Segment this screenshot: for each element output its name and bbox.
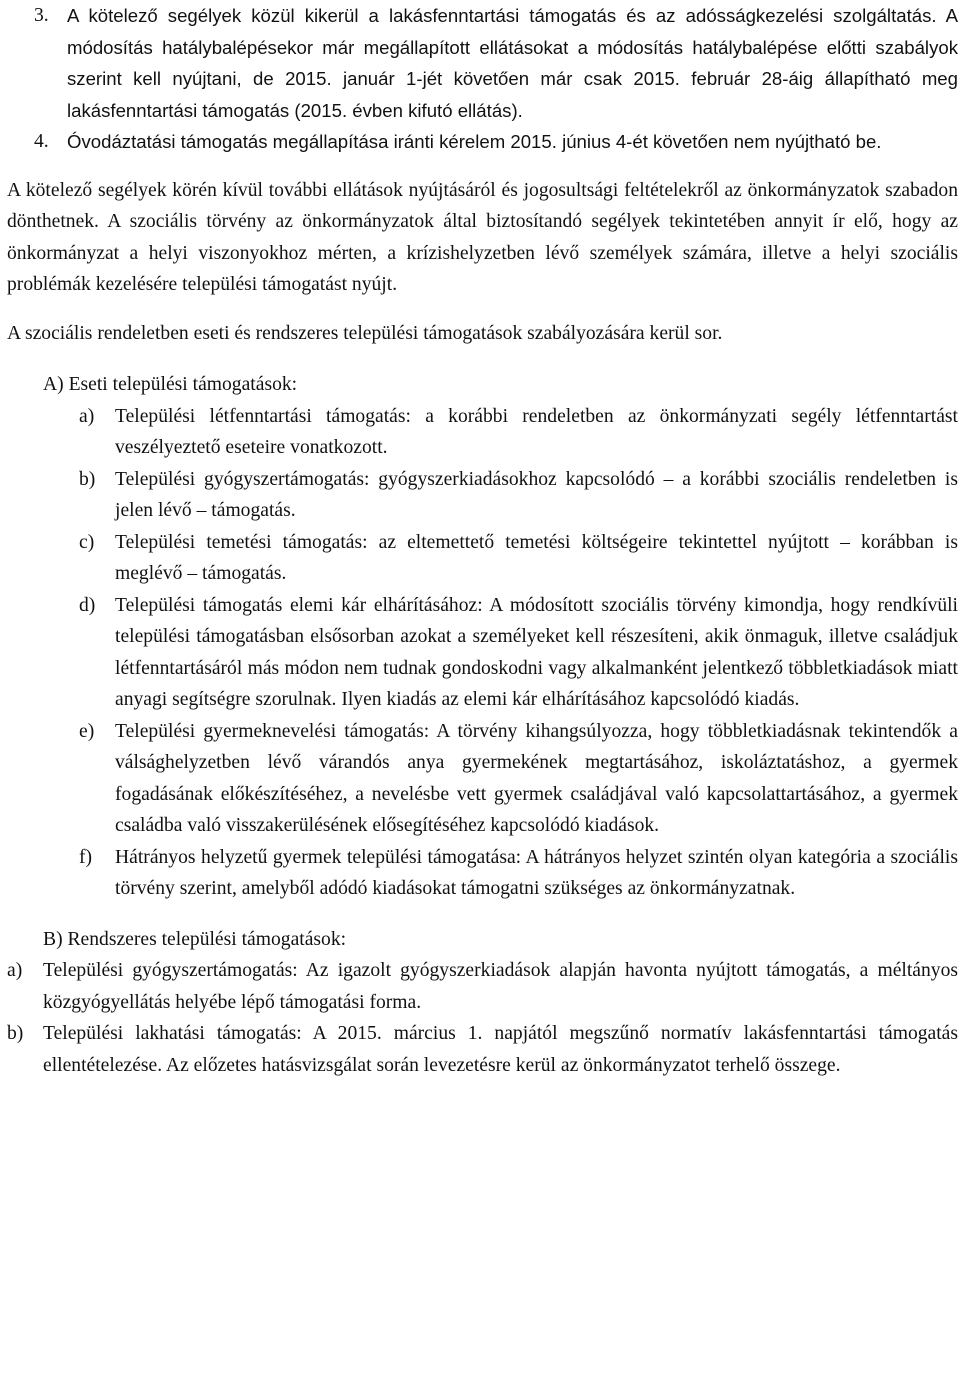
list-item-text: Települési gyógyszertámogatás: gyógyszerkiadásokhoz kapcsolódó – a korábbi szociális rendeletben is jelen lévő – támogatás. [115,468,958,521]
list-item-letter: f) [79,846,93,868]
list-item-number: 3. [34,5,49,26]
list-item [79,401,958,464]
list-item-3 [7,0,958,126]
list-item-letter: d) [79,594,96,616]
list-item [7,1018,958,1081]
paragraph-regulation: A szociális rendeletben eseti és rendszeres települési támogatások szabályozására kerül sor. [7,322,723,344]
list-item-text: Óvodáztatási támogatás megállapítása iránti kérelem 2015. június 4-ét követően nem nyújtható be. [67,131,882,152]
list-item-letter: b) [79,468,96,490]
list-item-text: Települési gyógyszertámogatás: Az igazolt gyógyszerkiadások alapján havonta nyújtott támogatás, a méltányos közgyógyellátás helyébe lépő támogatási forma. [43,960,958,1013]
list-item-text: Települési gyermeknevelési támogatás: A törvény kihangsúlyozza, hogy többletkiadásnak tekintendők a válsághelyzetben lévő várandós anya gyermekének megtartásához, iskoláztatáshoz, a gyermek fogadásának előkészítéséhez, a nevelésbe vett gyermek családjával való kapcsolattartásához, a gyermek családba való visszakerülésének elősegítéséhez kapcsolódó kiadások. [115,720,958,836]
list-item-letter: e) [79,720,95,742]
section-b-list [7,955,958,1081]
list-item-letter: b) [7,1023,24,1044]
list-item-text: Települési temetési támogatás: az eltemettető temetési költségeire tekintettel nyújtott – korábban is meglévő – támogatás. [115,531,958,584]
paragraph-optional-benefits: A kötelező segélyek körén kívül további ellátások nyújtásáról és jogosultsági feltételekről az önkormányzatok szabadon dönthetnek. A szociális törvény az önkormányzatok által biztosítandó segélyek tekintetében annyit ír elő, hogy az önkormányzat a helyi viszonyokhoz mérten, a krízishelyzetben lévő személyek számára, illetve a helyi szociális problémák kezelésére települési támogatást nyújt. [7,179,958,295]
section-a-list [7,401,958,905]
list-item [79,716,958,842]
numbered-list-top [7,0,958,158]
list-item [79,527,958,590]
list-item-text: A kötelező segélyek közül kikerül a lakásfenntartási támogatás és az adósságkezelési szolgáltatás. A módosítás hatálybalépésekor már megállapított ellátásokat a módosítás hatálybalépése előtti szabályok szerint kell nyújtani, de 2015. január 1-jét követően már csak 2015. február 28-áig állapítható meg lakásfenntartási támogatás (2015. évben kifutó ellátás). [67,5,958,121]
list-item-letter: a) [7,960,23,981]
list-item [79,842,958,905]
section-b-heading: B) Rendszeres települési támogatások: [43,928,347,950]
section-a-heading: A) Eseti települési támogatások: [43,374,298,395]
list-item-number: 4. [34,131,49,152]
list-item-letter: c) [79,531,95,553]
list-item-text: Települési támogatás elemi kár elhárításához: A módosított szociális törvény kimondja, hogy rendkívüli települési támogatásban elsősorban azokat a személyeket kell részesíteni, akik önmaguk, illetve családjuk létfenntartásáról más módon nem tudnak gondoskodni vagy alkalmanként jelentkező többletkiadások miatt anyagi segítségre szorulnak. Ilyen kiadás az elemi kár elhárításához kapcsolódó kiadás. [115,594,958,710]
list-item-4 [7,126,958,158]
list-item-letter: a) [79,405,95,427]
list-item-text: Hátrányos helyzetű gyermek települési támogatása: A hátrányos helyzet szintén olyan kategória a szociális törvény szerint, amelyből adódó kiadásokat támogatni szükséges az önkormányzatnak. [115,846,958,899]
list-item [7,955,958,1018]
list-item [79,590,958,716]
document-page [7,0,958,1081]
list-item [79,464,958,527]
list-item-text: Települési lakhatási támogatás: A 2015. március 1. napjától megszűnő normatív lakásfenntartási támogatás ellentételezése. Az előzetes hatásvizsgálat során levezetésre kerül az önkormányzatot terhelő összege. [43,1023,958,1076]
list-item-text: Települési létfenntartási támogatás: a korábbi rendeletben az önkormányzati segély létfenntartást veszélyeztető eseteire vonatkozott. [115,405,958,458]
